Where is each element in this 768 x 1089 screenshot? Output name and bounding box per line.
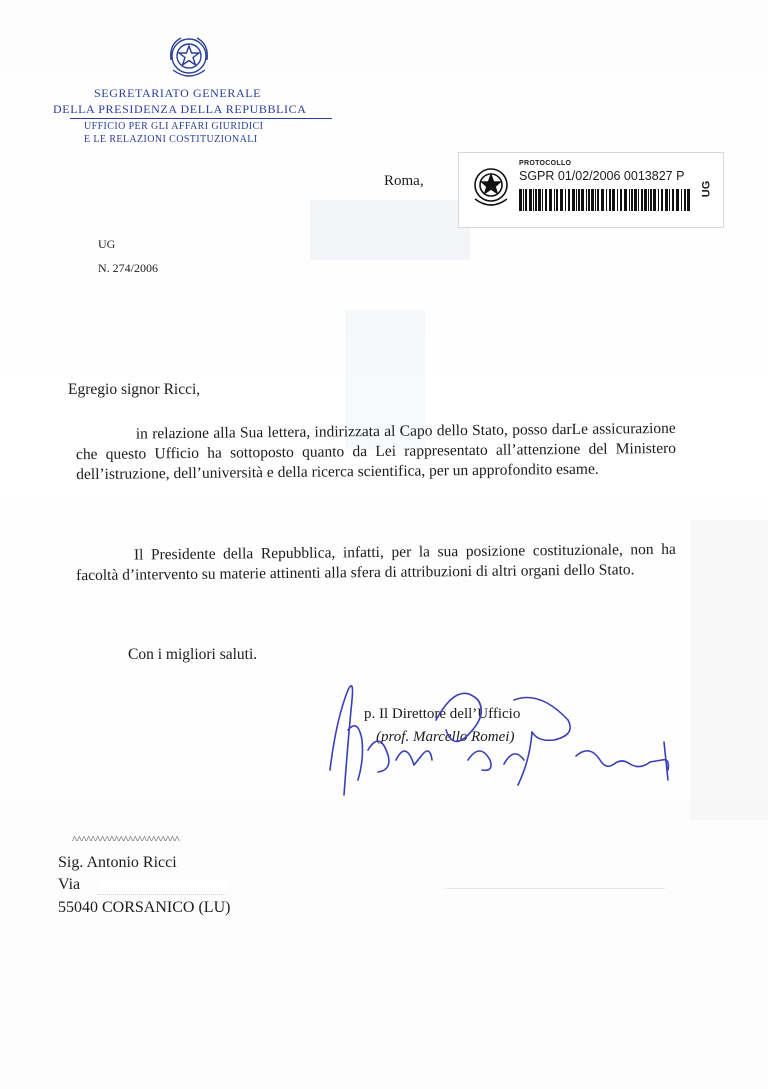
letterhead-office-line-1: UFFICIO PER GLI AFFARI GIURIDICI: [84, 121, 264, 132]
barcode-bar: [581, 189, 584, 211]
barcode-bar: [661, 189, 663, 211]
recipient-name: Sig. Antonio Ricci: [58, 854, 177, 871]
barcode-bar: [687, 189, 690, 211]
barcode-bar: [595, 189, 596, 211]
barcode-bar: [658, 189, 659, 211]
barcode-bar: [601, 189, 604, 211]
barcode-bar: [612, 189, 615, 211]
barcode-bar: [653, 189, 656, 211]
handwritten-signature: [318, 660, 688, 810]
recipient-street: Via: [58, 876, 81, 893]
barcode-bar: [578, 189, 580, 211]
barcode-bar: [631, 189, 633, 211]
scan-artifact: [445, 888, 665, 889]
barcode-bar: [617, 189, 618, 211]
letterhead-line-2: DELLA PRESIDENZA DELLA REPUBBLICA: [53, 102, 307, 116]
letterhead-office-line-2: E LE RELAZIONI COSTITUZIONALI: [84, 134, 258, 145]
barcode-bar: [545, 189, 547, 211]
barcode-bar: [624, 189, 627, 211]
barcode-bar: [535, 189, 537, 211]
barcode-bar: [676, 189, 679, 211]
letterhead-divider: [70, 118, 332, 119]
barcode-bar: [529, 189, 532, 211]
letterhead-line-1: SEGRETARIATO GENERALE: [94, 86, 262, 100]
letter-closing: Con i migliori saluti.: [128, 646, 258, 663]
barcode-bar: [542, 189, 543, 211]
barcode-bar: [597, 189, 599, 211]
barcode-bar: [576, 189, 577, 211]
barcode-bar: [591, 189, 594, 211]
barcode-bar: [629, 189, 630, 211]
barcode-bar: [519, 189, 522, 211]
barcode-bar: [568, 189, 570, 211]
address-separator: ^^^^^^^^^^^^^^^^^^^^^^^: [72, 834, 180, 846]
scan-shadow: [690, 520, 768, 820]
barcode-bar: [538, 189, 541, 211]
barcode-bar: [554, 189, 555, 211]
barcode-bar: [681, 189, 682, 211]
barcode-bar: [672, 189, 674, 211]
barcode-bar: [572, 189, 575, 211]
barcode-bar: [525, 189, 527, 211]
protocol-number: N. 274/2006: [98, 261, 158, 275]
barcode-bar: [565, 189, 566, 211]
place-label: Roma,: [384, 173, 424, 189]
protocol-stamp: [458, 152, 724, 228]
barcode-bar: [634, 189, 637, 211]
recipient-city: 55040 CORSANICO (LU): [58, 899, 231, 916]
barcode-bar: [644, 189, 647, 211]
barcode-bar: [684, 189, 686, 211]
barcode-bar: [641, 189, 643, 211]
protocol-side-code: UG: [700, 180, 713, 198]
barcode-bar: [665, 189, 668, 211]
barcode-bar: [560, 189, 563, 211]
barcode-bar: [620, 189, 622, 211]
barcode-bar: [650, 189, 652, 211]
italian-republic-emblem-icon: [469, 161, 513, 211]
barcode-bar: [638, 189, 639, 211]
protocol-code: SGPR 01/02/2006 0013827 P: [519, 169, 685, 183]
barcode-bar: [669, 189, 670, 211]
barcode-bar: [609, 189, 611, 211]
barcode-bar: [606, 189, 607, 211]
letter-greeting: Egregio signor Ricci,: [68, 381, 201, 398]
barcode-bar: [533, 189, 534, 211]
barcode-bar: [523, 189, 524, 211]
scan-shadow: [310, 200, 470, 260]
italian-republic-emblem-icon: [167, 30, 211, 82]
barcode-bar: [556, 189, 558, 211]
letter-paragraph-1: in relazione alla Sua lettera, indirizzata al Capo dello Stato, posso darLe assicurazione che questo Ufficio ha sottoposto quanto da Lei rappresentato all’attenzione del Ministero dell’istruzione, dell’università e della ricerca scientifica, per un approfondito esame.: [75, 419, 677, 484]
barcode-bar: [588, 189, 590, 211]
signatory-title: p. Il Direttore dell’Ufficio: [364, 706, 521, 722]
barcode-bar: [549, 189, 552, 211]
redacted-address: [98, 880, 226, 895]
office-reference: UG: [98, 237, 116, 251]
protocol-barcode: [519, 189, 691, 211]
barcode-bar: [586, 189, 587, 211]
signatory-name: (prof. Marcello Romei): [376, 729, 515, 745]
letter-paragraph-2: Il Presidente della Repubblica, infatti, per la sua posizione costituzionale, non ha facoltà d’intervento su materie attinenti alla sfera di attribuzioni di altri organi dello Stato.: [76, 540, 676, 585]
barcode-bar: [648, 189, 649, 211]
protocol-label: PROTOCOLLO: [519, 160, 572, 167]
